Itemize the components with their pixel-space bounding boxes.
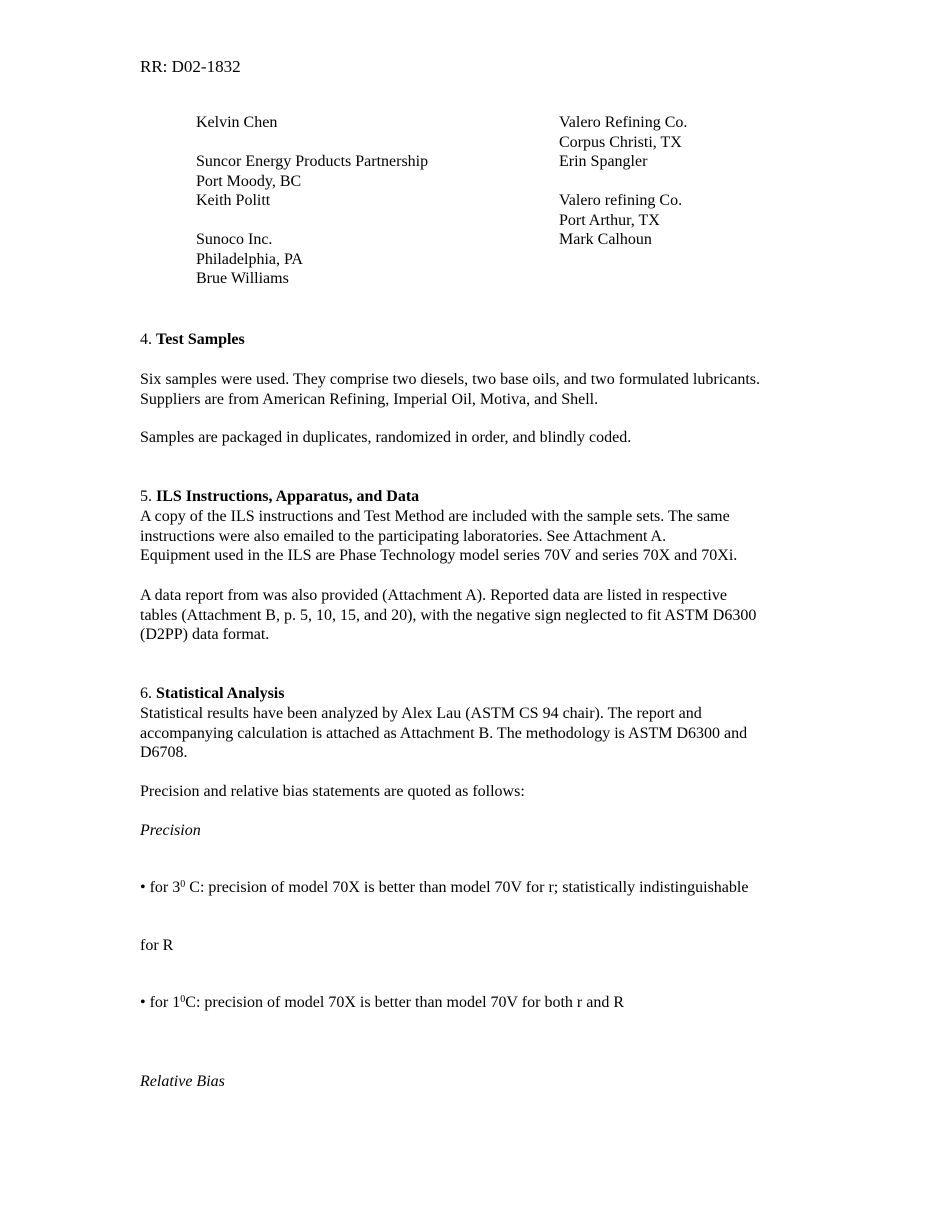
section-4-paragraph-1	[140, 370, 760, 409]
contact-line: Suncor Energy Products Partnership	[196, 153, 429, 170]
relative-bias-heading: Relative Bias	[140, 1073, 225, 1090]
degree-superscript: 0	[180, 879, 186, 890]
precision-bullet-1-continuation: for R	[140, 937, 174, 954]
contact-line: Port Arthur, TX	[559, 211, 660, 229]
contact-line: Brue Williams	[196, 270, 289, 287]
paragraph-line: A copy of the ILS instructions and Test Method are included with the sample sets. The same	[140, 508, 730, 525]
section-6-paragraph-2	[140, 782, 525, 802]
contact-line: Mark Calhoun	[559, 231, 652, 248]
document-header: RR: D02-1832	[140, 57, 241, 76]
paragraph-line: instructions were also emailed to the participating laboratories. See Attachment A.	[140, 527, 667, 545]
section-4-paragraph-2	[140, 428, 631, 448]
section-5-heading	[140, 487, 419, 507]
section-title: Statistical Analysis	[156, 685, 285, 702]
contact-line: Corpus Christi, TX	[559, 133, 682, 151]
section-6-paragraph-1	[140, 704, 747, 763]
bullet-text: C: precision of model 70X is better than model 70V for both r and R	[185, 994, 625, 1011]
section-5-paragraph-1	[140, 507, 737, 566]
contact-line: Keith Politt	[196, 192, 271, 209]
paragraph-line: (D2PP) data format.	[140, 626, 270, 643]
paragraph-line: Suppliers are from American Refining, Imperial Oil, Motiva, and Shell.	[140, 390, 599, 408]
paragraph-line: accompanying calculation is attached as Attachment B. The methodology is ASTM D6300 and	[140, 724, 748, 742]
section-4-heading	[140, 330, 245, 350]
paragraph-line: A data report from was also provided (Attachment A). Reported data are listed in respective	[140, 587, 727, 604]
contact-line: Port Moody, BC	[196, 172, 302, 190]
contact-line: Valero Refining Co.	[559, 114, 688, 131]
contacts-left-column	[196, 113, 428, 289]
section-title: ILS Instructions, Apparatus, and Data	[156, 488, 420, 505]
precision-bullet-2	[140, 993, 624, 1013]
paragraph-line: Statistical results have been analyzed by Alex Lau (ASTM CS 94 chair). The report and	[140, 705, 702, 722]
section-number: 4.	[140, 331, 152, 348]
precision-heading: Precision	[140, 822, 201, 839]
bullet-text: C: precision of model 70X is better than model 70V for r; statistically indistinguishable	[185, 879, 749, 896]
degree-superscript: 0	[180, 994, 186, 1005]
section-5-paragraph-2	[140, 586, 756, 645]
contacts-right-column	[559, 113, 687, 250]
paragraph-line: Six samples were used. They comprise two diesels, two base oils, and two formulated lubricants.	[140, 371, 761, 388]
contact-line: Kelvin Chen	[196, 114, 278, 131]
section-title: Test Samples	[156, 331, 245, 348]
contact-line: Erin Spangler	[559, 153, 648, 170]
contact-line: Valero refining Co.	[559, 192, 683, 209]
paragraph-line: tables (Attachment B, p. 5, 10, 15, and 20), with the negative sign neglected to fit ASTM D6300	[140, 606, 757, 624]
paragraph-line: Equipment used in the ILS are Phase Technology model series 70V and series 70X and 70Xi.	[140, 547, 738, 564]
precision-bullet-1	[140, 878, 748, 898]
paragraph-line: Samples are packaged in duplicates, randomized in order, and blindly coded.	[140, 429, 632, 446]
contact-line: Sunoco Inc.	[196, 231, 273, 248]
paragraph-line: Precision and relative bias statements are quoted as follows:	[140, 783, 525, 800]
section-number: 6.	[140, 685, 152, 702]
bullet-text: • for 3	[140, 879, 181, 896]
contact-line: Philadelphia, PA	[196, 250, 303, 268]
section-6-heading	[140, 684, 284, 704]
bullet-text: • for 1	[140, 994, 181, 1011]
paragraph-line: D6708.	[140, 744, 188, 761]
section-number: 5.	[140, 488, 152, 505]
